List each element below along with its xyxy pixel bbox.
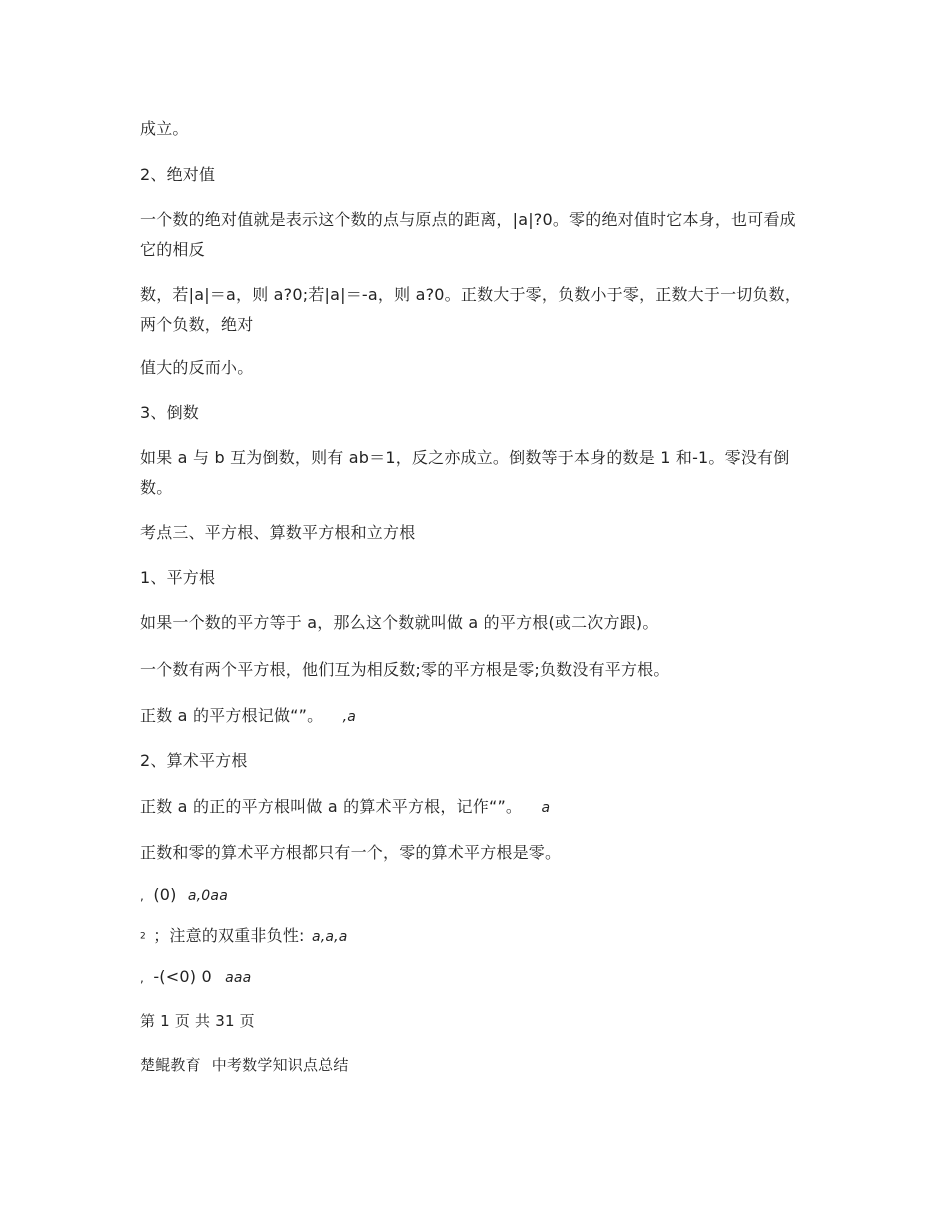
math-expression: a,0aa: [187, 888, 228, 904]
formula-line: [140, 962, 251, 993]
brand-name: 楚鲲教育: [140, 1056, 201, 1074]
paragraph-reciprocal-definition: 如果 a 与 b 互为倒数，则有 ab＝1，反之亦成立。倒数等于本身的数是 1 和-1。零没有倒数。: [140, 448, 790, 497]
formula-text: -(<0) 0: [153, 967, 212, 986]
running-footer: [140, 1050, 349, 1080]
paragraph-absolute-value-definition: 一个数的绝对值就是表示这个数的点与原点的距离，|a|?0。零的绝对值时它本身，也可看成它的相反: [140, 210, 796, 259]
document-title: 中考数学知识点总结: [211, 1056, 349, 1074]
definition-text: 正数 a 的正的平方根叫做 a 的算术平方根，记作“”。: [140, 797, 523, 816]
formula-prefix: ,: [140, 889, 145, 903]
formula-prefix: ,: [140, 971, 145, 985]
section-heading-arithmetic-square-root: 2、算术平方根: [140, 751, 248, 770]
math-expression: a: [541, 800, 551, 816]
math-expression: ,a: [342, 709, 357, 725]
section-heading-reciprocal: 3、倒数: [140, 403, 199, 422]
page-number: 第 1 页 共 31 页: [140, 1012, 255, 1030]
paragraph-square-root-notation: [140, 701, 356, 732]
paragraph-square-root-properties: 一个数有两个平方根，他们互为相反数;零的平方根是零;负数没有平方根。: [140, 660, 670, 679]
text-line: 值大的反而小。: [140, 358, 254, 377]
math-expression: a,a,a: [311, 929, 348, 945]
section-heading-square-root: 1、平方根: [140, 568, 216, 587]
formula-line: [140, 921, 348, 952]
text-line: 成立。: [140, 119, 189, 138]
formula-prefix: 2: [140, 931, 146, 942]
formula-text: (0): [153, 885, 177, 904]
notation-text: 正数 a 的平方根记做“”。: [140, 706, 324, 725]
formula-text: ；注意的双重非负性:: [153, 926, 305, 945]
math-expression: aaa: [225, 970, 252, 986]
paragraph-absolute-value-rules: 数，若|a|＝a，则 a?0;若|a|＝-a，则 a?0。正数大于零，负数小于零，正数大于一切负数，两个负数，绝对: [140, 285, 802, 334]
paragraph-arithmetic-square-root-uniqueness: 正数和零的算术平方根都只有一个，零的算术平方根是零。: [140, 843, 562, 862]
section-heading-absolute-value: 2、绝对值: [140, 165, 216, 184]
paragraph-arithmetic-square-root-definition: [140, 792, 550, 823]
paragraph-square-root-definition: 如果一个数的平方等于 a，那么这个数就叫做 a 的平方根(或二次方跟)。: [140, 613, 659, 632]
topic-heading: 考点三、平方根、算数平方根和立方根: [140, 523, 416, 542]
formula-line: [140, 880, 228, 911]
